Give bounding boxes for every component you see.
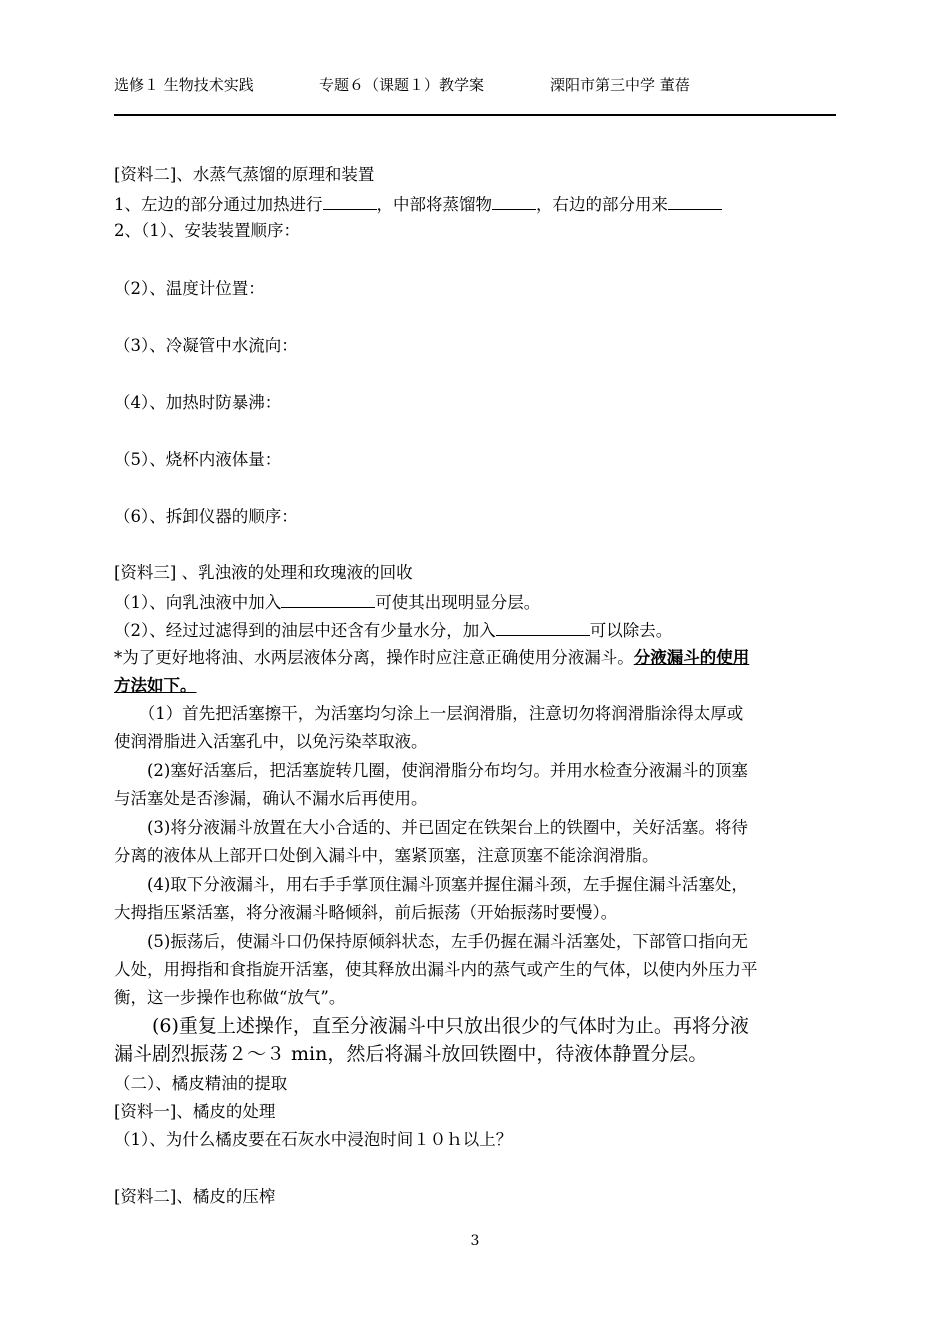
part2-s1-q1: （1）、为什么橘皮要在石灰水中浸泡时间１０ｈ以上？	[114, 1130, 513, 1149]
section2-q1	[114, 192, 838, 216]
step-5-line-1: (5)振荡后，使漏斗口仍保持原倾斜状态，左手仍握在漏斗活塞处，下部管口指向无	[114, 932, 748, 951]
section3-title: [资料三] 、乳浊液的处理和玫瑰液的回收	[114, 563, 413, 582]
section2-q2: 2、（1）、安装装置顺序：	[114, 221, 300, 240]
part2-s2-title: [资料二]、橘皮的压榨	[114, 1187, 276, 1206]
step-3-line-2: 分离的液体从上部开口处倒入漏斗中，塞紧顶塞，注意顶塞不能涂润滑脂。	[114, 846, 659, 865]
section3-q2	[114, 618, 838, 642]
blank-5	[496, 618, 590, 636]
q1-text-c: ，右边的部分用来	[536, 195, 668, 214]
note-emphasis: 分液漏斗的使用	[633, 648, 750, 667]
section3-q1	[114, 590, 838, 614]
step-6-line-2: 漏斗剧烈振荡２～３ min，然后将漏斗放回铁圈中，待液体静置分层。	[114, 1043, 708, 1065]
s3q2-text-a: （2）、经过过滤得到的油层中还含有少量水分，加入	[114, 621, 496, 640]
s3q1-text-b: 可使其出现明显分层。	[375, 593, 541, 612]
section2-item: （5）、烧杯内液体量：	[114, 450, 282, 469]
section3-note	[114, 647, 838, 669]
section2-item: （2）、温度计位置：	[114, 279, 265, 298]
section3-note-cont	[114, 675, 838, 697]
step-4-line-2: 大拇指压紧活塞，将分液漏斗略倾斜，前后振荡（开始振荡时要慢）。	[114, 903, 618, 922]
blank-2	[492, 192, 536, 210]
q1-text-a: 1、左边的部分通过加热进行	[114, 195, 323, 214]
part2-s1-title: [资料一]、橘皮的处理	[114, 1102, 276, 1121]
step-4-line-1: (4)取下分液漏斗，用右手手掌顶住漏斗顶塞并握住漏斗颈，左手握住漏斗活塞处，	[114, 875, 748, 894]
step-2-line-2: 与活塞处是否渗漏，确认不漏水后再使用。	[114, 789, 428, 808]
section2-title: [资料二]、水蒸气蒸馏的原理和装置	[114, 165, 375, 184]
blank-1	[323, 192, 377, 210]
header-topic: 专题６（课题１）教学案	[319, 76, 485, 94]
blank-3	[668, 192, 722, 210]
step-5-line-2: 人处，用拇指和食指旋开活塞，使其释放出漏斗内的蒸气或产生的气体，以使内外压力平	[114, 960, 758, 979]
step-2-line-1: (2)塞好活塞后，把活塞旋转几圈，使润滑脂分布均匀。并用水检查分液漏斗的顶塞	[114, 761, 748, 780]
step-6-line-1: (6)重复上述操作，直至分液漏斗中只放出很少的气体时为止。再将分液	[114, 1015, 749, 1037]
step-3-line-1: (3)将分液漏斗放置在大小合适的、并已固定在铁架台上的铁圈中，关好活塞。将待	[114, 818, 748, 837]
page-number: 3	[470, 1233, 480, 1249]
section2-item: （4）、加热时防暴沸：	[114, 393, 282, 412]
header-school: 溧阳市第三中学 董蓓	[550, 76, 690, 94]
q1-text-b: ，中部将蒸馏物	[376, 195, 492, 214]
header-rule	[114, 114, 836, 116]
part2-title: （二）、橘皮精油的提取	[114, 1074, 288, 1093]
step-1-line-2: 使润滑脂进入活塞孔中，以免污染萃取液。	[114, 732, 428, 751]
section2-item: （3）、冷凝管中水流向：	[114, 336, 298, 355]
step-5-line-3: 衡，这一步操作也称做“放气”。	[114, 988, 346, 1007]
s3q2-text-b: 可以除去。	[589, 621, 673, 640]
step-1-line-1: （1）首先把活塞擦干，为活塞均匀涂上一层润滑脂，注意切勿将润滑脂涂得太厚或	[114, 704, 744, 723]
s3q1-text-a: （1）、向乳浊液中加入	[114, 593, 282, 612]
blank-4	[281, 590, 375, 608]
note-emphasis-cont: 方法如下。	[114, 676, 197, 695]
section2-item: （6）、拆卸仪器的顺序：	[114, 507, 298, 526]
header-course: 选修１ 生物技术实践	[114, 76, 254, 94]
note-text: *为了更好地将油、水两层液体分离，操作时应注意正确使用分液漏斗。	[114, 648, 634, 667]
